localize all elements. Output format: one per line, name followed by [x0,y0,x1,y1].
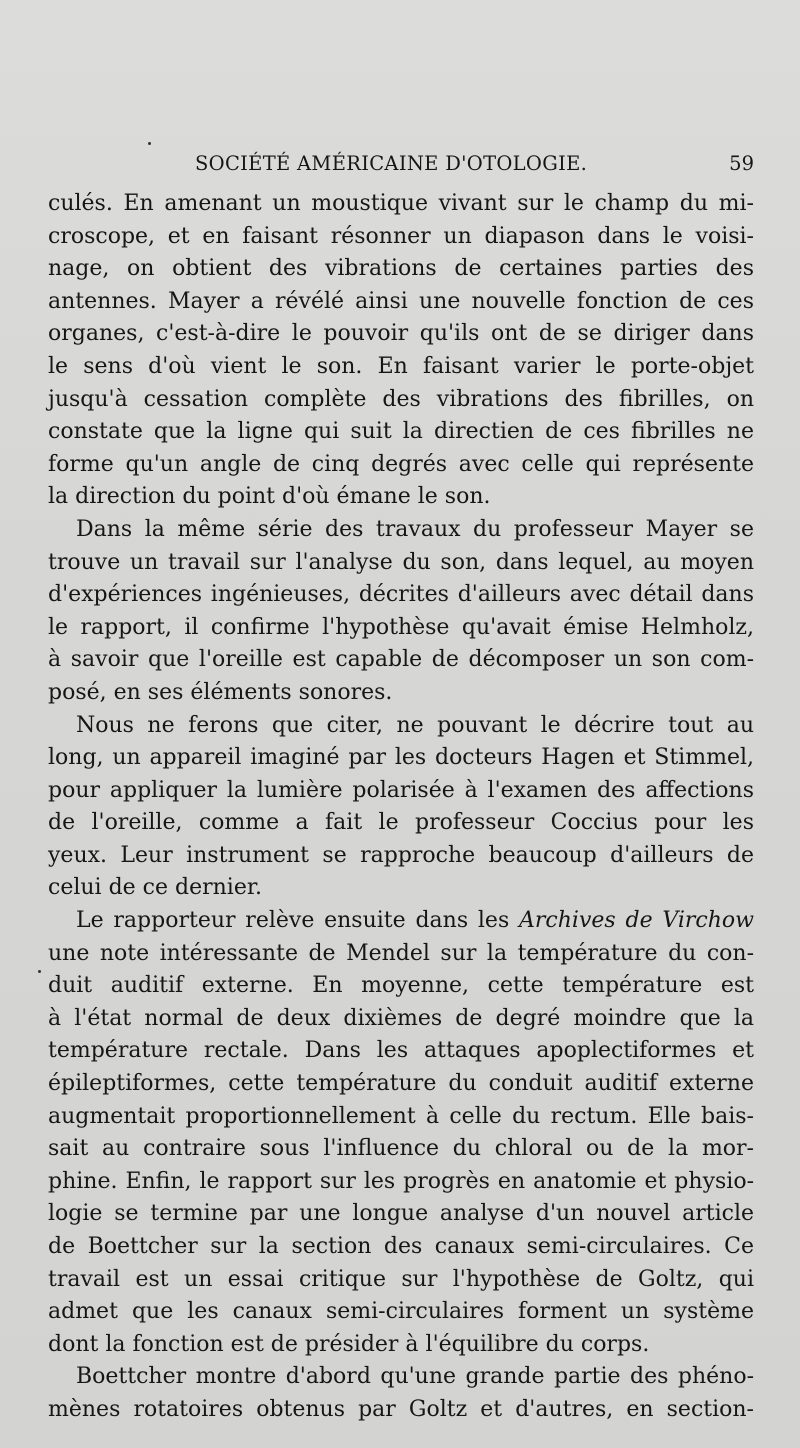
text-line: mènes rotatoires obtenus par Goltz et d'autres, en section- [48,1396,754,1422]
text-line: jusqu'à cessation complète des vibrations des fibrilles, on [48,386,754,412]
text-line: épileptiformes, cette température du conduit auditif externe [48,1071,754,1097]
text-line: de Boettcher sur la section des canaux semi-circulaires. Ce [48,1234,754,1259]
running-title: SOCIÉTÉ AMÉRICAINE D'OTOLOGIE. [195,152,588,175]
text-line: phine. Enfin, le rapport sur les progrès en anatomie et physio- [48,1168,754,1194]
text-line: organes, c'est-à-dire le pouvoir qu'ils ont de se diriger dans [48,321,754,347]
page-number: 59 [729,152,754,175]
text-line: antennes. Mayer a révélé ainsi une nouvelle fonction de ces [48,288,754,314]
italic-citation: Archives de Virchow [519,908,754,934]
text-line: yeux. Leur instrument se rapproche beaucoup d'ailleurs de [48,842,754,868]
page-header [48,152,754,182]
text-line: admet que les canaux semi-circulaires forment un système [48,1299,754,1325]
body-text [48,188,754,1427]
text-line: pour appliquer la lumière polarisée à l'examen des affections [48,777,754,803]
text-line: augmentait proportionnellement à celle du rectum. Elle bais- [48,1103,754,1129]
text-line: croscope, et en faisant résonner un diapason dans le voisi- [48,223,754,249]
text-line: le sens d'où vient le son. En faisant varier le porte-objet [48,353,754,379]
text-line: le rapport, il confirme l'hypothèse qu'avait émise Helmholz, [48,614,754,640]
print-speck [148,142,151,145]
text-line: forme qu'un angle de cinq degrés avec celle qui représente [48,451,754,477]
text-line: trouve un travail sur l'analyse du son, dans lequel, au moyen [48,549,754,575]
text-line: constate que la ligne qui suit la directien de ces fibrilles ne [48,419,754,445]
text-line: celui de ce dernier. [48,875,262,901]
text-line: sait au contraire sous l'influence du chloral ou de la mor- [48,1136,754,1162]
text-line: Le rapporteur relève ensuite dans les Archives de Virchow [76,908,754,934]
text-line: Dans la même série des travaux du professeur Mayer se [76,516,754,542]
print-speck [38,970,41,973]
text-line: Boettcher montre d'abord qu'une grande partie des phéno- [76,1364,754,1390]
text-line: posé, en ses éléments sonores. [48,679,393,705]
text-line: une note intéressante de Mendel sur la température du con- [48,940,754,966]
text-line: culés. En amenant un moustique vivant sur le champ du mi- [48,191,754,216]
text-line: logie se termine par une longue analyse d'un nouvel article [48,1201,754,1227]
text-line: à savoir que l'oreille est capable de décomposer un son com- [48,647,754,673]
text-line: la direction du point d'où émane le son. [48,484,491,510]
text-line: long, un appareil imaginé par les docteurs Hagen et Stimmel, [48,745,754,771]
text-line: travail est un essai critique sur l'hypothèse de Goltz, qui [48,1266,754,1292]
text-line: à l'état normal de deux dixièmes de degré moindre que la [48,1005,754,1031]
text-line: d'expériences ingénieuses, décrites d'ailleurs avec détail dans [48,582,754,608]
text-line: nage, on obtient des vibrations de certaines parties des [48,256,754,282]
text-line: température rectale. Dans les attaques apoplectiformes et [48,1038,754,1064]
text-line: dont la fonction est de présider à l'équilibre du corps. [48,1331,650,1357]
text-line: duit auditif externe. En moyenne, cette température est [48,973,754,999]
text-line: de l'oreille, comme a fait le professeur Coccius pour les [48,810,754,836]
text-line: Nous ne ferons que citer, ne pouvant le décrire tout au [76,712,754,738]
